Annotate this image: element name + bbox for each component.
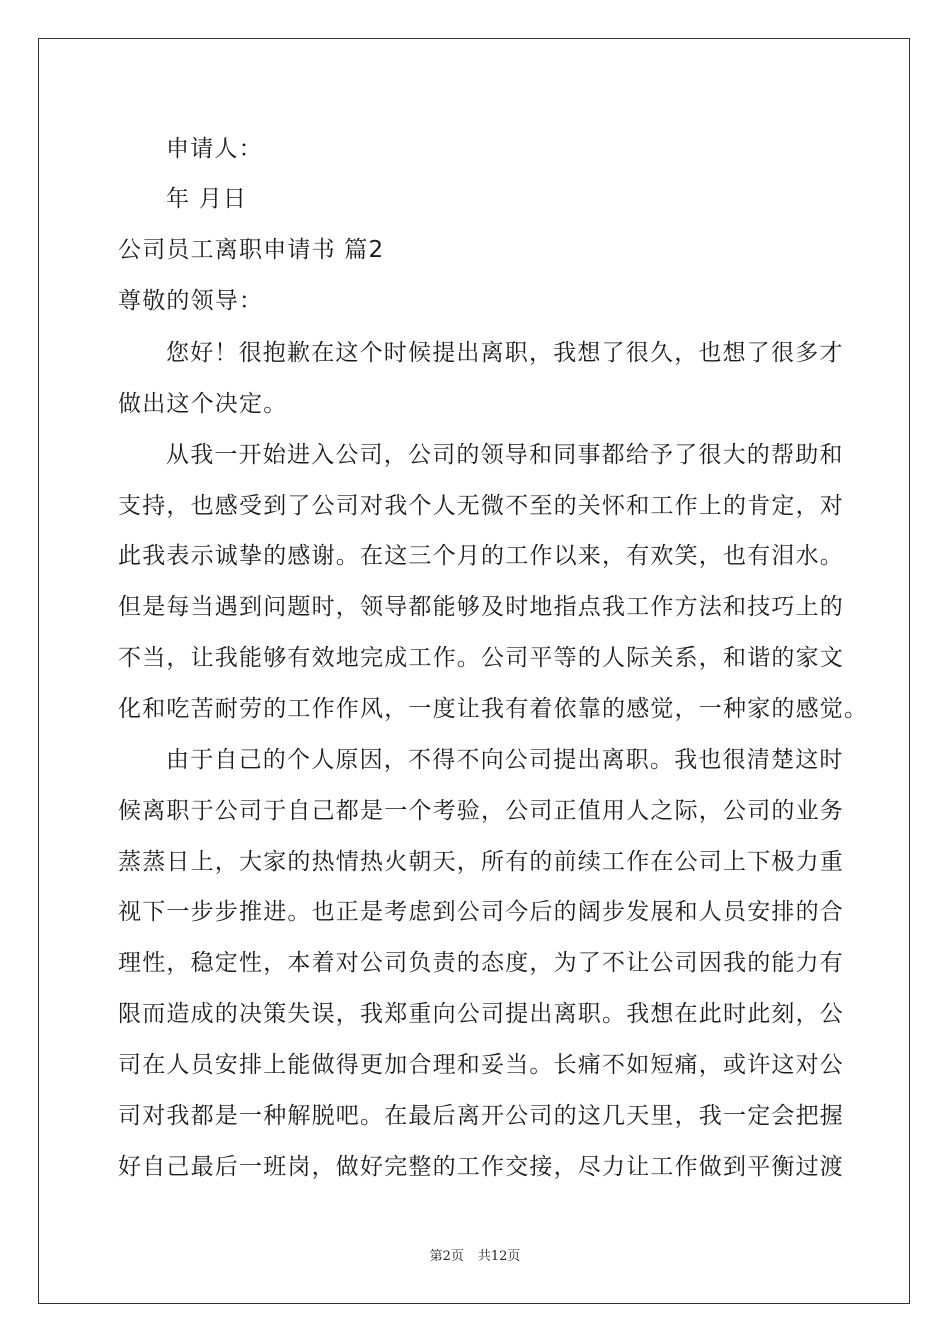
- paragraph-line: 此我表示诚挚的感谢。在这三个月的工作以来，有欢笑，也有泪水。: [118, 543, 844, 569]
- paragraph-line: 由于自己的个人原因，不得不向公司提出离职。我也很清楚这时: [166, 747, 844, 773]
- paragraph-line: 支持，也感受到了公司对我个人无微不至的关怀和工作上的肯定，对: [118, 493, 844, 519]
- paragraph-line: 但是每当遇到问题时，领导都能够及时地指点我工作方法和技巧上的: [118, 594, 844, 620]
- date-label: 年 月日: [166, 186, 248, 212]
- paragraph-line: 理性，稳定性，本着对公司负责的态度，为了不让公司因我的能力有: [118, 950, 844, 976]
- salutation: 尊敬的领导：: [118, 288, 264, 314]
- page-number: 第2页: [429, 1249, 464, 1264]
- paragraph-line: 您好！很抱歉在这个时候提出离职，我想了很久，也想了很多才: [166, 340, 844, 366]
- applicant-label: 申请人：: [166, 136, 263, 162]
- paragraph-line: 司对我都是一种解脱吧。在最后离开公司的这几天里，我一定会把握: [118, 1103, 844, 1129]
- paragraph-line: 好自己最后一班岗，做好完整的工作交接，尽力让工作做到平衡过渡: [118, 1154, 844, 1180]
- page-footer: [0, 1248, 950, 1266]
- paragraph-line: 司在人员安排上能做得更加合理和妥当。长痛不如短痛，或许这对公: [118, 1052, 844, 1078]
- paragraph-line: 视下一步步推进。也正是考虑到公司今后的阔步发展和人员安排的合: [118, 899, 844, 925]
- section-heading: 公司员工离职申请书 篇2: [118, 237, 385, 263]
- paragraph-line: 候离职于公司于自己都是一个考验，公司正值用人之际，公司的业务: [118, 798, 844, 824]
- paragraph-line: 从我一开始进入公司，公司的领导和同事都给予了很大的帮助和: [166, 442, 844, 468]
- paragraph-line: 限而造成的决策失误，我郑重向公司提出离职。我想在此时此刻，公: [118, 1001, 844, 1027]
- paragraph-line: 化和吃苦耐劳的工作作风，一度让我有着依靠的感觉，一种家的感觉。: [118, 696, 869, 722]
- paragraph-line: 蒸蒸日上，大家的热情热火朝天，所有的前续工作在公司上下极力重: [118, 849, 844, 875]
- paragraph-line: 不当，让我能够有效地完成工作。公司平等的人际关系，和谐的家文: [118, 645, 844, 671]
- page-total: 共12页: [477, 1249, 521, 1264]
- paragraph-line: 做出这个决定。: [118, 391, 288, 417]
